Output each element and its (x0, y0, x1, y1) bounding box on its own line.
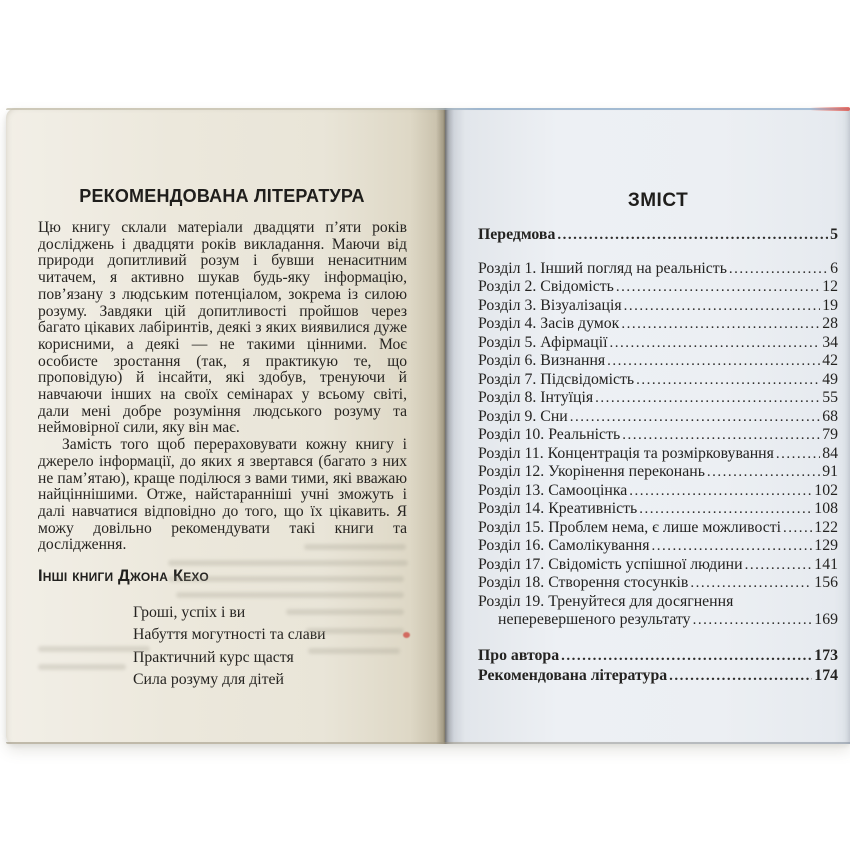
dot-leader (629, 482, 812, 501)
toc-entry-label: Розділ 5. Афірмації (478, 333, 608, 351)
toc-entry-label: Розділ 11. Концентрація та розмірковування (478, 444, 774, 462)
toc-entry-label: Розділ 1. Інший погляд на реальність (478, 259, 727, 277)
show-through-text (176, 592, 404, 598)
dot-leader (636, 371, 820, 390)
toc-entry (478, 352, 838, 371)
toc-page-number: 34 (822, 333, 838, 351)
toc-entry-label: Розділ 19. Тренуйтеся для досягнення (478, 592, 734, 610)
toc-entry (478, 408, 838, 427)
book-title: Гроші, успіх і ви (133, 604, 246, 621)
toc-entry-label: Розділ 4. Засів думок (478, 315, 620, 332)
toc-entry-label: Розділ 2. Свідомість (478, 278, 614, 295)
toc-entry (478, 519, 838, 538)
dot-leader (557, 226, 828, 245)
toc-entry-label: Розділ 15. Проблем нема, є лише можливості (478, 518, 782, 536)
toc-entry-label: неперевершеного результату (498, 611, 691, 628)
red-edge-mark (810, 107, 850, 111)
book-title: Практичний курс щастя (133, 648, 294, 666)
toc-page-number: 108 (814, 500, 838, 517)
toc-page-number: 102 (814, 481, 838, 499)
dot-leader (639, 500, 812, 519)
dot-leader (621, 315, 820, 334)
dot-leader (610, 334, 821, 353)
toc-page-number: 6 (830, 259, 838, 277)
toc-entry-label: Рекомендована література (478, 667, 668, 684)
dot-leader (783, 519, 812, 538)
toc-entry-label: Розділ 12. Укорінення переконань (478, 463, 705, 480)
dot-leader (652, 537, 813, 556)
dot-leader (745, 556, 813, 575)
dot-leader (707, 463, 820, 482)
left-page-body (38, 220, 407, 554)
dot-leader (669, 666, 812, 687)
toc-entry-label: Про автора (478, 646, 560, 664)
toc-page-number: 173 (814, 646, 838, 664)
toc-entry-label: Розділ 18. Створення стосунків (478, 574, 689, 591)
toc-page-number: 174 (814, 667, 838, 684)
dot-leader (690, 574, 812, 593)
toc-page-number: 49 (822, 370, 838, 388)
toc-entry-label: Розділ 8. Інтуїція (478, 389, 594, 406)
toc-page-number: 122 (814, 518, 838, 536)
toc-entry-label: Розділ 13. Самооцінка (478, 481, 628, 499)
toc-page-number: 141 (814, 555, 838, 573)
dot-leader (624, 297, 821, 316)
toc-page-number: 169 (814, 611, 838, 628)
toc-entry (478, 445, 838, 464)
paragraph-1: Цю книгу склали матеріали двадцяти п’яти років досліджень і двадцяти років викладання. Маючи від природи допитливий розум і бувши ненаситним читачем, я активно шукав будь-яку інформацію, пов’язану з людським потенціалом, зокрема із силою розуму. Завдяки цій допитливості пройшов через багато цікавих лабіринтів, деякі з яких виявилися дуже корисними, а деякі — не такими цінними. Моє особисте зростання (так, я практикую те, що проповідую) й інсайти, які здобув, тренуючи й навчаючи інших на своїх семінарах у всьому світі, дали мені добре розуміння людського розуму та неймовірної сили, яку він має. (38, 219, 407, 437)
toc-page-number: 19 (822, 296, 838, 314)
toc-entry (478, 646, 838, 667)
show-through-text (38, 664, 126, 670)
toc-entry (478, 371, 838, 390)
book-title: Сила розуму для дітей (133, 671, 285, 689)
toc-page-number: 5 (830, 226, 838, 243)
toc-entry (478, 666, 838, 687)
toc-page-number: 79 (822, 426, 838, 443)
toc-page-number: 156 (814, 574, 838, 591)
toc-entry (478, 463, 838, 482)
other-books-heading: Інші книги Джона Кехо (38, 567, 209, 585)
dot-leader (693, 611, 813, 630)
toc-entry (478, 334, 838, 353)
toc-entry-label: Розділ 3. Візуалізація (478, 296, 622, 314)
toc-entry (478, 482, 838, 501)
toc-entry-label: Розділ 14. Креативність (478, 500, 638, 517)
book-title: Набуття могутності та слави (133, 626, 326, 644)
dot-leader (616, 278, 820, 297)
left-page-title: РЕКОМЕНДОВАНА ЛІТЕРАТУРА (79, 186, 365, 206)
toc-entry (478, 537, 838, 556)
toc-page-number: 28 (822, 315, 838, 332)
dot-leader (622, 426, 820, 445)
toc-entry-label: Розділ 6. Визнання (478, 352, 606, 369)
books-list (133, 602, 326, 692)
toc-entry (478, 260, 838, 279)
red-ink-speck (403, 632, 410, 638)
toc-entry (478, 593, 838, 612)
toc-entry-label: Розділ 9. Сни (478, 407, 568, 425)
toc-entry (478, 297, 838, 316)
dot-leader (595, 389, 820, 408)
toc-entry (478, 611, 838, 630)
show-through-text (168, 560, 408, 566)
toc-title: ЗМІСТ (627, 190, 689, 211)
dot-leader (561, 646, 812, 667)
toc-entry (478, 500, 838, 519)
paragraph-2: Замість того щоб перераховувати кожну книгу і джерело інформації, до яких я звертався (багато з них не пам’ятаю), краще поділюся з вами тими, які вважаю найціннішими. Отже, найстаранніші учні зможуть і далі навчатися відповідно до того, що їх цікавить. Я можу довільно рекомендувати такі книги та дослідження. (38, 436, 407, 554)
toc-entry (478, 278, 838, 297)
toc-entry (478, 226, 838, 245)
toc-entry (478, 426, 838, 445)
toc-entry-label: Розділ 7. Підсвідомість (478, 370, 635, 388)
toc-page-number: 84 (822, 444, 838, 462)
toc-page-number: 129 (814, 537, 838, 554)
toc-page-number: 91 (822, 463, 838, 480)
toc-page-number: 12 (822, 278, 838, 295)
open-book-spread (6, 108, 850, 744)
dot-leader (776, 445, 820, 464)
toc-entry-label: Розділ 10. Реальність (478, 426, 621, 443)
toc-entry-label: Розділ 16. Самолікування (478, 537, 650, 554)
toc-entry-label: Передмова (478, 226, 556, 243)
dot-leader (570, 408, 820, 427)
toc-list (478, 226, 838, 687)
left-page (6, 108, 445, 744)
toc-entry (478, 389, 838, 408)
toc-page-number: 42 (822, 352, 838, 369)
right-page (445, 108, 850, 744)
dot-leader (607, 352, 820, 371)
toc-entry-label: Розділ 17. Свідомість успішної людини (478, 555, 743, 573)
dot-leader (729, 260, 828, 279)
toc-entry (478, 556, 838, 575)
toc-page-number: 55 (822, 389, 838, 406)
toc-entry (478, 315, 838, 334)
toc-entry (478, 574, 838, 593)
toc-page-number: 68 (822, 407, 838, 425)
